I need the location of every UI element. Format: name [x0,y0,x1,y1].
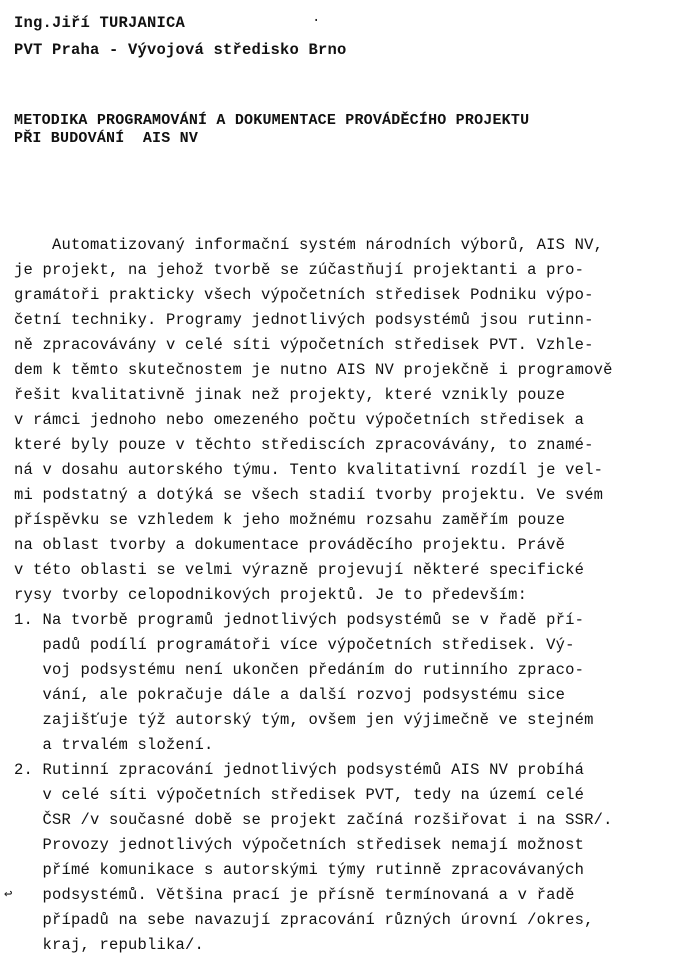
paragraph-line: v této oblasti se velmi výrazně projevují některé specifické [14,561,585,579]
list-item-2-line: podsystémů. Většina prací je přísně termínovaná a v řadě [14,886,575,904]
list-item-2-line: v celé síti výpočetních středisek PVT, tedy na území celé [14,786,585,804]
list-item-2-line: 2. Rutinní zpracování jednotlivých podsystémů AIS NV probíhá [14,761,585,779]
paragraph-line: které byly pouze v těchto střediscích zpracovávány, to znamé- [14,436,594,454]
paragraph-line: gramátoři prakticky všech výpočetních středisek Podniku výpo- [14,286,594,304]
document-title-line-1: METODIKA PROGRAMOVÁNÍ A DOKUMENTACE PROVÁDĚCÍHO PROJEKTU [14,112,530,129]
paragraph-line: v rámci jednoho nebo omezeného počtu výpočetních středisek a [14,411,585,429]
list-item-1-line: a trvalém složení. [14,736,214,754]
paragraph-line: ná v dosahu autorského týmu. Tento kvalitativní rozdíl je vel- [14,461,604,479]
paragraph-line: četní techniky. Programy jednotlivých podsystémů jsou rutinn- [14,311,594,329]
list-item-2-line: ČSR /v současné době se projekt začíná rozšiřovat i na SSR/. [14,811,613,829]
list-item-2-line: případů na sebe navazují zpracování různých úrovní /okres, [14,911,594,929]
author-name: Ing.Jiří TURJANICA [14,14,186,32]
list-item-2-line: kraj, republika/. [14,936,205,954]
list-item-1-line: 1. Na tvorbě programů jednotlivých podsystémů se v řadě pří- [14,611,585,629]
document-title-line-2: PŘI BUDOVÁNÍ AIS NV [14,130,199,147]
list-item-2-line: přímé komunikace s autorskými týmy rutinně zpracovávaných [14,861,585,879]
list-item-1-line: zajišťuje týž autorský tým, ovšem jen výjimečně ve stejném [14,711,594,729]
list-item-2-line: Provozy jednotlivých výpočetních středisek nemají možnost [14,836,585,854]
affiliation: PVT Praha - Vývojová středisko Brno [14,41,347,59]
list-item-1-line: padů podílí programátoři více výpočetních středisek. Vý- [14,636,575,654]
margin-hook-mark: ↩ [4,887,13,903]
paragraph-line: mi podstatný a dotýká se všech stadií tvorby projektu. Ve svém [14,486,604,504]
paragraph-line: Automatizovaný informační systém národních výborů, AIS NV, [14,236,604,254]
paragraph-line: je projekt, na jehož tvorbě se zúčastňují projektanti a pro- [14,261,585,279]
paragraph-line: na oblast tvorby a dokumentace prováděcího projektu. Právě [14,536,566,554]
list-item-1-line: vání, ale pokračuje dále a další rozvoj podsystému sice [14,686,566,704]
paragraph-line: dem k těmto skutečnostem je nutno AIS NV projekčně i programově [14,361,613,379]
scan-speck: · [312,13,321,29]
list-item-1-line: voj podsystému není ukončen předáním do rutinního zpraco- [14,661,585,679]
paragraph-line: řešit kvalitativně jinak než projekty, které vznikly pouze [14,386,566,404]
paragraph-line: příspěvku se vzhledem k jeho možnému rozsahu zaměřím pouze [14,511,566,529]
paragraph-line: rysy tvorby celopodnikových projektů. Je to především: [14,586,528,604]
paragraph-line: ně zpracovávány v celé síti výpočetních středisek PVT. Vzhle- [14,336,594,354]
